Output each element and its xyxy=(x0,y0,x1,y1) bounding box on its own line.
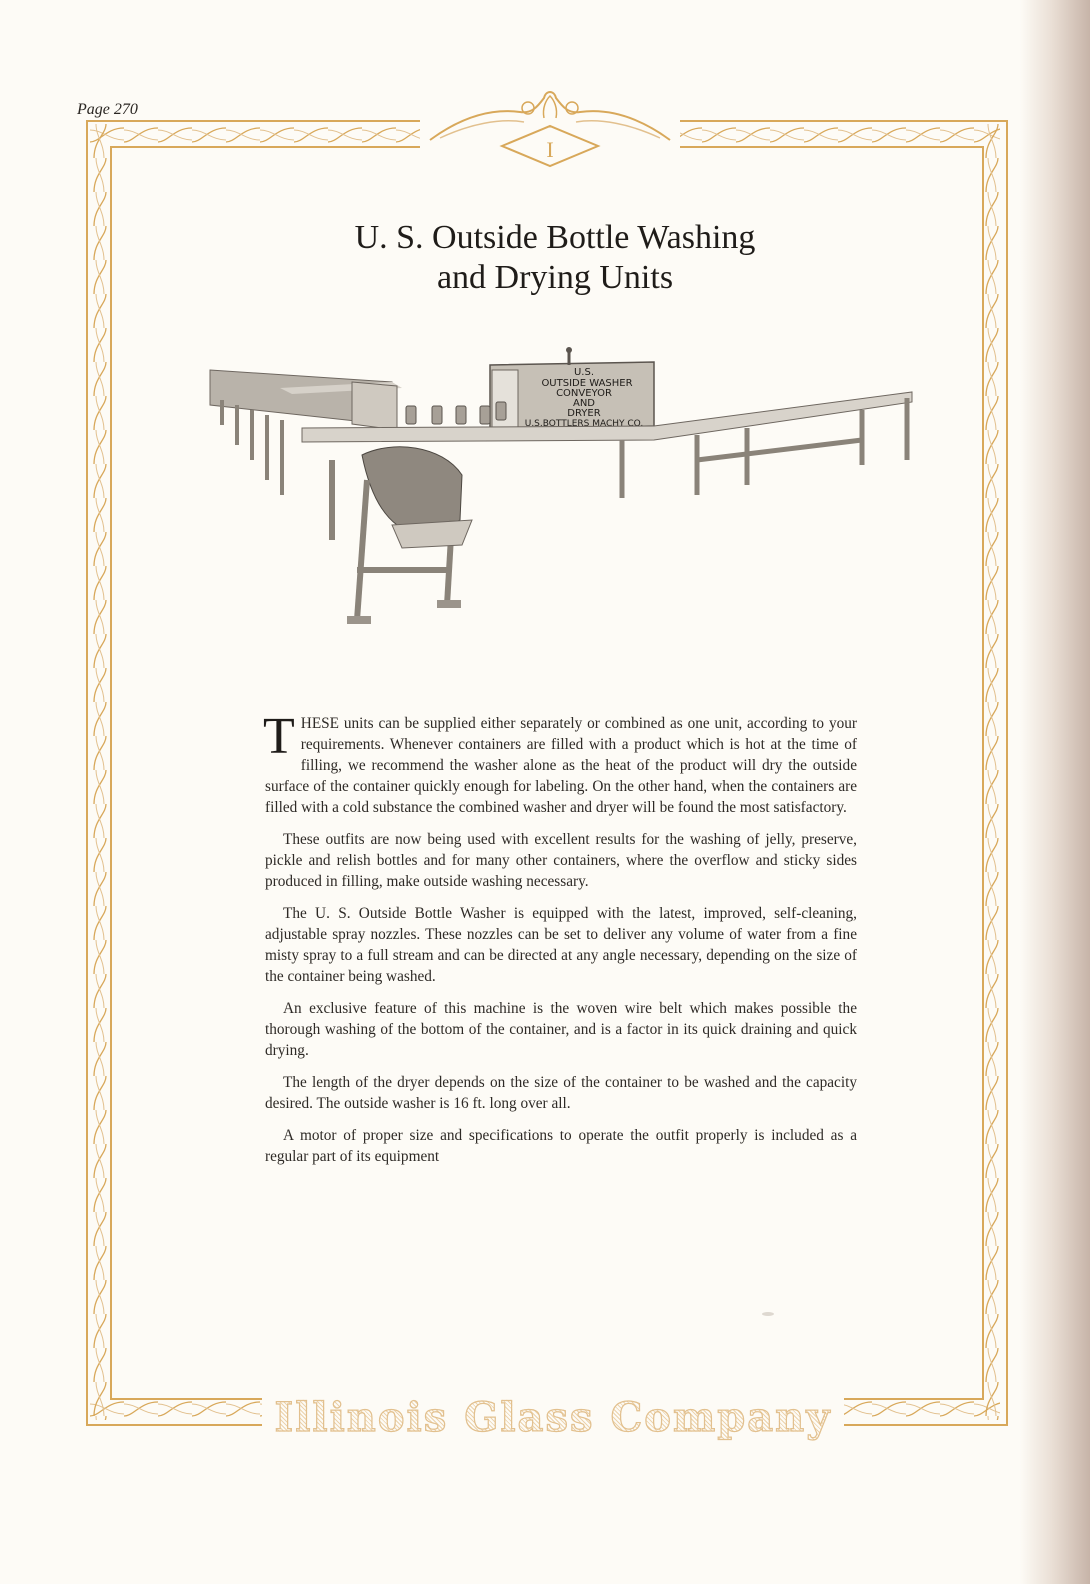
sign-line-6: U.S.BOTTLERS MACHY CO. xyxy=(524,419,644,429)
rope-twist xyxy=(988,770,996,804)
page-gutter-shadow xyxy=(1020,0,1090,1584)
rope-twist xyxy=(96,634,104,668)
rope-twist xyxy=(158,1404,192,1414)
rope-twist xyxy=(770,130,804,140)
drop-cap: T xyxy=(263,708,295,765)
rope-twist xyxy=(988,702,996,736)
rope-twist xyxy=(988,294,996,328)
rope-twist xyxy=(96,498,104,532)
rope-twist xyxy=(988,1144,996,1178)
rope-twist xyxy=(192,130,226,140)
sign-line-3: CONVEYOR xyxy=(556,388,612,399)
rope-twist xyxy=(96,600,104,634)
rope-twist xyxy=(804,130,838,140)
rope-twist xyxy=(988,1246,996,1280)
rope-twist xyxy=(988,804,996,838)
rope-twist xyxy=(96,1212,104,1246)
rope-twist xyxy=(988,600,996,634)
rope-twist xyxy=(988,872,996,906)
rope-twist xyxy=(988,396,996,430)
paragraph-4: An exclusive feature of this machine is the woven wire belt which makes possible the thorough washing of the bottom of the container, and is a factor in its quick draining and quick drying. xyxy=(265,1000,857,1059)
rope-twist xyxy=(96,396,104,430)
rope-twist xyxy=(226,1404,260,1414)
rope-twist xyxy=(988,498,996,532)
sign-line-2: OUTSIDE WASHER xyxy=(541,378,633,389)
rope-twist xyxy=(96,1110,104,1144)
rope-twist xyxy=(988,124,996,158)
rope-twist xyxy=(872,1404,906,1414)
rope-twist xyxy=(124,1404,158,1414)
rope-twist xyxy=(96,668,104,702)
company-name: Illinois Glass Company xyxy=(262,1396,844,1440)
rope-twist xyxy=(96,158,104,192)
title-line-1: U. S. Outside Bottle Washing xyxy=(354,219,756,256)
rope-twist xyxy=(988,362,996,396)
rope-twist xyxy=(96,430,104,464)
rope-twist xyxy=(988,1076,996,1110)
rope-twist xyxy=(260,130,294,140)
rope-twist xyxy=(988,532,996,566)
rope-border-left xyxy=(90,124,110,1420)
rope-twist xyxy=(96,1008,104,1042)
header-ornament xyxy=(420,78,680,168)
rope-twist xyxy=(96,804,104,838)
rope-twist xyxy=(940,1404,974,1414)
rope-twist xyxy=(988,634,996,668)
rope-twist xyxy=(96,1076,104,1110)
rope-twist xyxy=(96,1416,104,1420)
title-line-2: and Drying Units xyxy=(436,259,674,296)
rope-twist xyxy=(158,130,192,140)
rope-twist xyxy=(96,770,104,804)
rope-twist xyxy=(988,1178,996,1212)
rope-twist xyxy=(988,668,996,702)
rope-twist xyxy=(96,906,104,940)
rope-twist xyxy=(96,1314,104,1348)
rope-twist xyxy=(96,1246,104,1280)
rope-twist xyxy=(988,158,996,192)
rope-twist xyxy=(96,702,104,736)
rope-twist xyxy=(988,430,996,464)
rope-twist xyxy=(96,566,104,600)
rope-twist xyxy=(226,130,260,140)
rope-twist xyxy=(906,1404,940,1414)
article-title xyxy=(200,218,910,298)
rope-twist xyxy=(96,872,104,906)
rope-twist xyxy=(96,362,104,396)
rope-twist xyxy=(328,130,362,140)
rope-twist xyxy=(988,1348,996,1382)
paper-smudge xyxy=(762,1312,774,1316)
rope-twist xyxy=(96,1144,104,1178)
rope-twist xyxy=(988,1042,996,1076)
rope-twist xyxy=(96,1178,104,1212)
rope-twist xyxy=(96,1382,104,1416)
rope-twist xyxy=(96,838,104,872)
rope-twist xyxy=(940,130,974,140)
rope-twist xyxy=(988,736,996,770)
rope-twist xyxy=(838,130,872,140)
rope-twist xyxy=(988,192,996,226)
rope-twist xyxy=(96,294,104,328)
rope-twist xyxy=(872,130,906,140)
rope-twist xyxy=(988,1008,996,1042)
paragraph-2: These outfits are now being used with excellent results for the washing of jelly, preserve, pickle and relish bottles and for many other containers, where the overflow and sticky sides produced in filling, make outside washing necessary. xyxy=(265,831,857,890)
rope-twist xyxy=(988,1382,996,1416)
rope-twist xyxy=(988,464,996,498)
rope-twist xyxy=(96,736,104,770)
rope-twist xyxy=(362,130,396,140)
rope-border-right xyxy=(982,124,1002,1420)
paragraph-5: The length of the dryer depends on the size of the container to be washed and the capacity desired. The outside washer is 16 ft. long over all. xyxy=(265,1074,857,1112)
rope-twist xyxy=(988,906,996,940)
rope-twist xyxy=(96,464,104,498)
rope-twist xyxy=(96,974,104,1008)
rope-twist xyxy=(96,532,104,566)
sign-line-1: U.S. xyxy=(573,367,595,378)
rope-twist xyxy=(988,838,996,872)
rope-twist xyxy=(988,1280,996,1314)
machine-illustration xyxy=(192,330,922,640)
rope-twist xyxy=(988,1416,996,1420)
sign-line-5: DRYER xyxy=(567,408,601,419)
paragraph-1 xyxy=(263,708,857,818)
rope-twist xyxy=(988,974,996,1008)
rope-twist xyxy=(988,1110,996,1144)
rope-twist xyxy=(702,130,736,140)
rope-twist xyxy=(988,1212,996,1246)
rope-twist xyxy=(124,130,158,140)
rope-twist xyxy=(96,1042,104,1076)
rope-twist xyxy=(988,260,996,294)
rope-twist xyxy=(988,328,996,362)
page-number: Page 270 xyxy=(77,101,138,118)
rope-twist xyxy=(96,124,104,158)
article-body xyxy=(263,708,857,1178)
rope-twist xyxy=(96,328,104,362)
rope-twist xyxy=(96,192,104,226)
monogram-letter: I xyxy=(546,137,554,162)
sign-line-4: AND xyxy=(572,398,596,409)
rope-twist xyxy=(988,940,996,974)
paragraph-1-text: HESE units can be supplied either separately or combined as one unit, according to your requirements. Whenever containers are filled with a product which is hot at the time of filling, we recommend the washer alone as the heat of the product will dry the outside surface of the container quickly enough for labeling. On the other hand, when the containers are filled with a cold substance the combined washer and dryer will be found the most satisfactory. xyxy=(265,715,857,816)
rope-twist xyxy=(294,130,328,140)
rope-twist xyxy=(988,226,996,260)
rope-twist xyxy=(906,130,940,140)
rope-twist xyxy=(96,940,104,974)
paragraph-6: A motor of proper size and specifications to operate the outfit properly is included as a regular part of its equipment xyxy=(265,1127,857,1165)
rope-twist xyxy=(192,1404,226,1414)
rope-twist xyxy=(736,130,770,140)
rope-twist xyxy=(988,566,996,600)
rope-twist xyxy=(988,1314,996,1348)
rope-twist xyxy=(96,226,104,260)
rope-twist xyxy=(96,1280,104,1314)
rope-twist xyxy=(96,1348,104,1382)
rope-twist xyxy=(96,260,104,294)
paragraph-3: The U. S. Outside Bottle Washer is equipped with the latest, improved, self-cleaning, adjustable spray nozzles. These nozzles can be set to deliver any volume of water from a fine misty spray to a full stream and can be directed at any angle necessary, depending on the size of the container being washed. xyxy=(265,905,857,985)
